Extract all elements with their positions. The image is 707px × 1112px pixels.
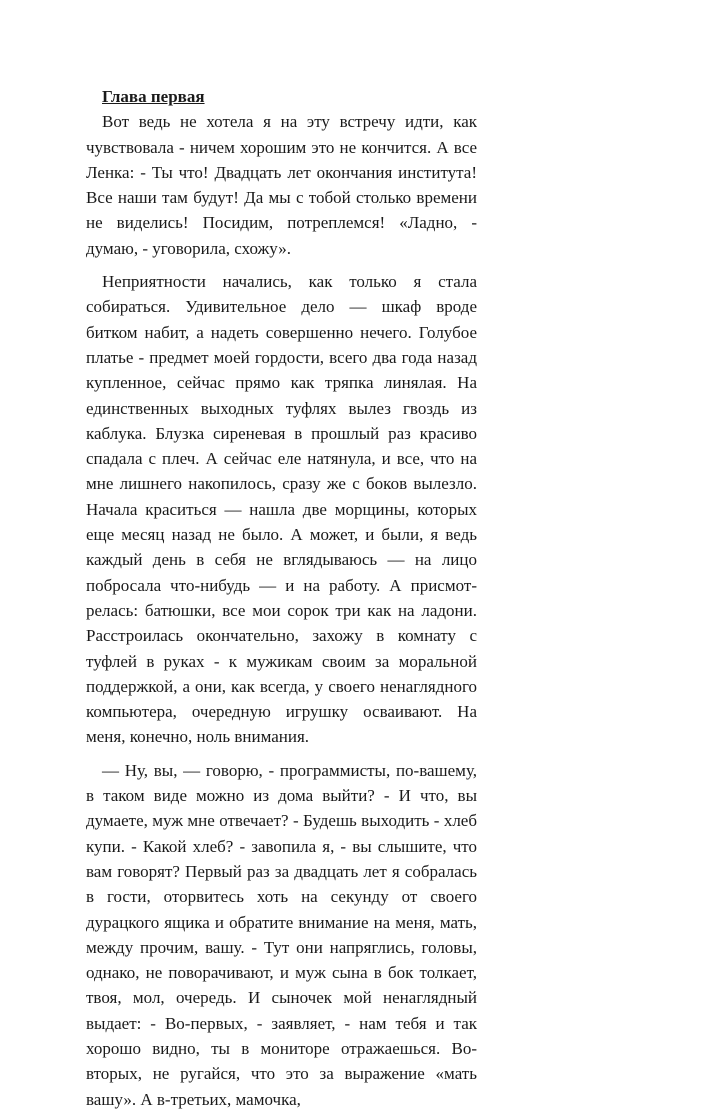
page-text-block [86,84,477,1112]
chapter-title: Глава первая [102,87,205,106]
paragraph-1: Вот ведь не хотела я на эту встречу идти, как чувствовала - ничем хорошим это не кончится. А все Ленка: - Ты что! Двадцать лет окончания института! Все наши там будут! Да мы с тобой столько времени не виделись! Посидим, потреплемся! «Ладно, - думаю, - уговорила, схожу». [86,112,477,258]
paragraph-2: Неприятности начались, как только я стала собираться. Удивительное дело — шкаф вроде битком набит, а надеть совершенно нечего. Голубое платье - предмет моей гордости, всего два года назад купленное, сейчас прямо как тряпка линялая. На единственных выходных туфлях вылез гвоздь из каблука. Блузка сиреневая в прошлый раз красиво спадала с плеч. А сейчас еле натянула, и все, что на мне лишнего накопилось, сразу же с боков вылезло. Начала краситься — нашла две морщины, которых еще месяц назад не было. А может, и были, я ведь каждый день в себя не вглядываюсь — на лицо побросала что-нибудь — и на работу. А присмотрелась: батюшки, все мои сорок три как на ладони. Расстроилась окончательно, захожу в комнату с туфлей в руках - к мужикам своим за моральной поддержкой, а они, как всегда, у своего ненаглядного компьютера, очередную игрушку осваивают. На меня, конечно, ноль внимания. [86,272,477,747]
paragraph-3: — Ну, вы, — говорю, - программисты, по-вашему, в таком виде можно из дома выйти? - И что, вы думаете, муж мне отвечает? - Будешь выходить - хлеб купи. - Какой хлеб? - завопила я, - вы слышите, что вам говорят? Первый раз за двадцать лет я собралась в гости, оторвитесь хоть на секунду от своего дурацкого ящика и обратите внимание на меня, мать, между прочим, вашу. - Тут они напряглись, головы, однако, не поворачивают, и муж сына в бок толкает, твоя, мол, очередь. И сыночек мой ненаглядный выдает: - Во-первых, - заявляет, - нам тебя и так хорошо видно, ты в мониторе отражаешься. Во-вторых, не ругайся, что это за выражение «мать вашу». А в-третьих, мамочка, [86,760,477,1109]
